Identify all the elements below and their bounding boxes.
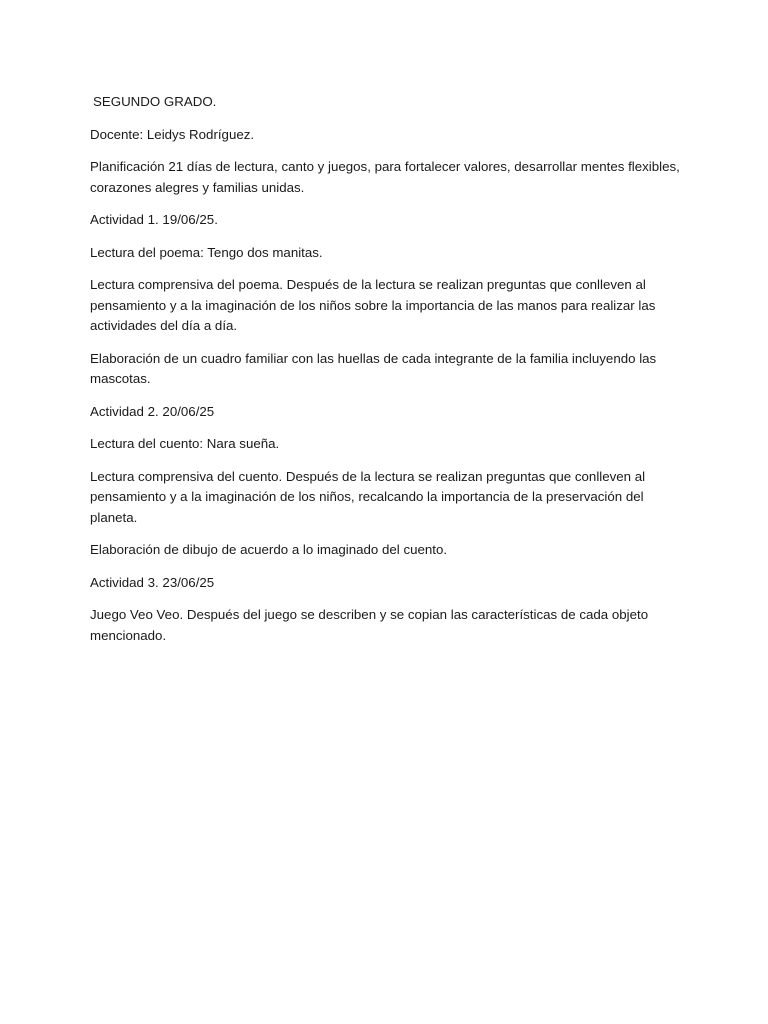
activity-2-task: Elaboración de dibujo de acuerdo a lo imaginado del cuento. bbox=[90, 542, 448, 557]
activity-2-reading: Lectura del cuento: Nara sueña. bbox=[90, 436, 280, 451]
plan-paragraph: Planificación 21 días de lectura, canto y juegos, para fortalecer valores, desarrollar mentes flexibles, corazones alegres y familias unidas. bbox=[90, 159, 680, 195]
activity-2-title: Actividad 2. 20/06/25 bbox=[90, 403, 215, 419]
document-body bbox=[90, 92, 680, 658]
activity-1-title: Actividad 1. 19/06/25. bbox=[90, 212, 218, 227]
activity-1-task: Elaboración de un cuadro familiar con las huellas de cada integrante de la familia incluyendo las mascotas. bbox=[90, 350, 657, 386]
activity-2-comprehension: Lectura comprensiva del cuento. Después de la lectura se realizan preguntas que conlleven al pensamiento y a la imaginación de los niños, recalcando la importancia de la preservación del planeta. bbox=[90, 468, 646, 525]
grade-heading: SEGUNDO GRADO. bbox=[93, 94, 217, 109]
teacher-line: Docente: Leidys Rodríguez. bbox=[90, 126, 255, 142]
activity-3-title: Actividad 3. 23/06/25 bbox=[90, 574, 215, 590]
activity-1-reading: Lectura del poema: Tengo dos manitas. bbox=[90, 244, 323, 260]
activity-1-comprehension: Lectura comprensiva del poema. Después de la lectura se realizan preguntas que conlleven al pensamiento y a la imaginación de los niños sobre la importancia de las manos para realizar las actividades del día a día. bbox=[90, 277, 656, 333]
activity-3-description: Juego Veo Veo. Después del juego se describen y se copian las características de cada objeto mencionado. bbox=[90, 607, 649, 643]
